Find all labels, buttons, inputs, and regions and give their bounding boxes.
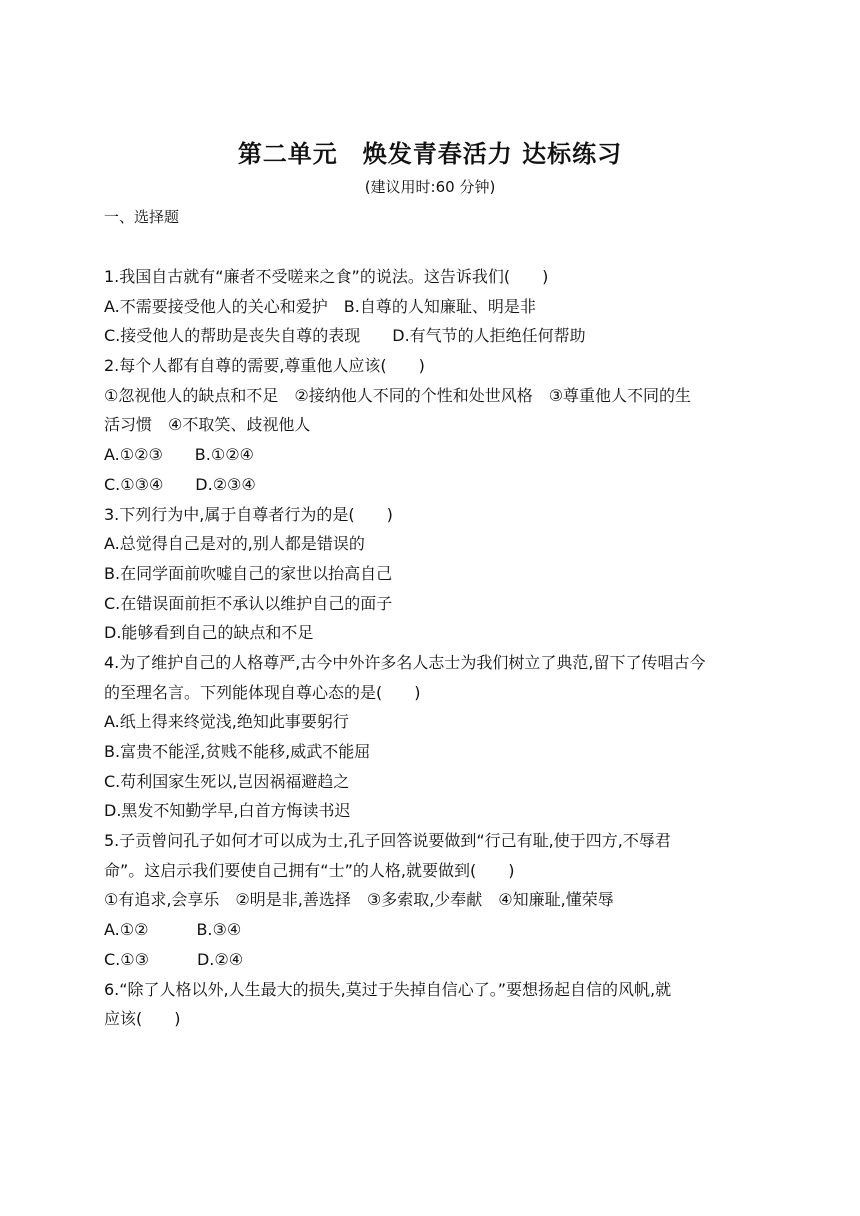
question-5-options-ab: A.①② B.③④: [104, 920, 242, 940]
question-3-option-c: C.在错误面前拒不承认以维护自己的面子: [104, 593, 393, 613]
question-6-stem-cont: 应该( ): [104, 1009, 181, 1029]
question-5-statements: ①有追求,会享乐 ②明是非,善选择 ③多索取,少奉献 ④知廉耻,懂荣辱: [104, 890, 614, 910]
question-5-options-cd: C.①③ D.②④: [104, 949, 244, 969]
question-4-option-b: B.富贵不能淫,贫贱不能移,威武不能屈: [104, 742, 371, 761]
question-3-option-d: D.能够看到自己的缺点和不足: [104, 623, 314, 643]
question-2-statements: ①忽视他人的缺点和不足 ②接纳他人不同的个性和处世风格 ③尊重他人不同的生: [104, 385, 692, 405]
question-4-option-d: D.黑发不知勤学早,白首方悔读书迟: [104, 801, 351, 821]
question-3-stem: 3.下列行为中,属于自尊者行为的是( ): [104, 504, 393, 524]
question-4-option-a: A.纸上得来终觉浅,绝知此事要躬行: [104, 712, 349, 732]
suggested-time: (建议用时:60 分钟): [364, 178, 496, 196]
question-2-options-cd: C.①③④ D.②③④: [104, 474, 256, 494]
question-1-options-cd: C.接受他人的帮助是丧失自尊的表现 D.有气节的人拒绝任何帮助: [104, 326, 586, 346]
question-2-options-ab: A.①②③ B.①②④: [104, 445, 254, 465]
question-2-statements-cont: 活习惯 ④不取笑、歧视他人: [104, 415, 311, 435]
question-6-stem: 6.“除了人格以外,人生最大的损失,莫过于失掉自信心了。”要想扬起自信的风帆,就: [104, 979, 672, 999]
question-4-option-c: C.苟利国家生死以,岂因祸福避趋之: [104, 771, 350, 791]
question-1-stem: 1.我国自古就有“廉者不受嗟来之食”的说法。这告诉我们( ): [104, 267, 549, 286]
question-4-stem: 4.为了维护自己的人格尊严,古今中外许多名人志士为我们树立了典范,留下了传唱古今: [104, 652, 706, 672]
question-3-option-b: B.在同学面前吹嘘自己的家世以抬高自己: [104, 563, 393, 583]
question-4-stem-cont: 的至理名言。下列能体现自尊心态的是( ): [104, 682, 421, 702]
question-list: [104, 262, 764, 1034]
section-heading: 一、选择题: [104, 208, 180, 226]
page-title: 第二单元 焕发青春活力 达标练习: [237, 140, 623, 168]
question-1-options-ab: A.不需要接受他人的关心和爱护 B.自尊的人知廉耻、明是非: [104, 296, 536, 316]
question-2-stem: 2.每个人都有自尊的需要,尊重他人应该( ): [104, 356, 425, 376]
question-5-stem-cont: 命”。这启示我们要使自己拥有“士”的人格,就要做到( ): [104, 860, 515, 880]
question-5-stem: 5.子贡曾问孔子如何才可以成为士,孔子回答说要做到“行己有耻,使于四方,不辱君: [104, 831, 671, 851]
question-3-option-a: A.总觉得自己是对的,别人都是错误的: [104, 534, 365, 554]
